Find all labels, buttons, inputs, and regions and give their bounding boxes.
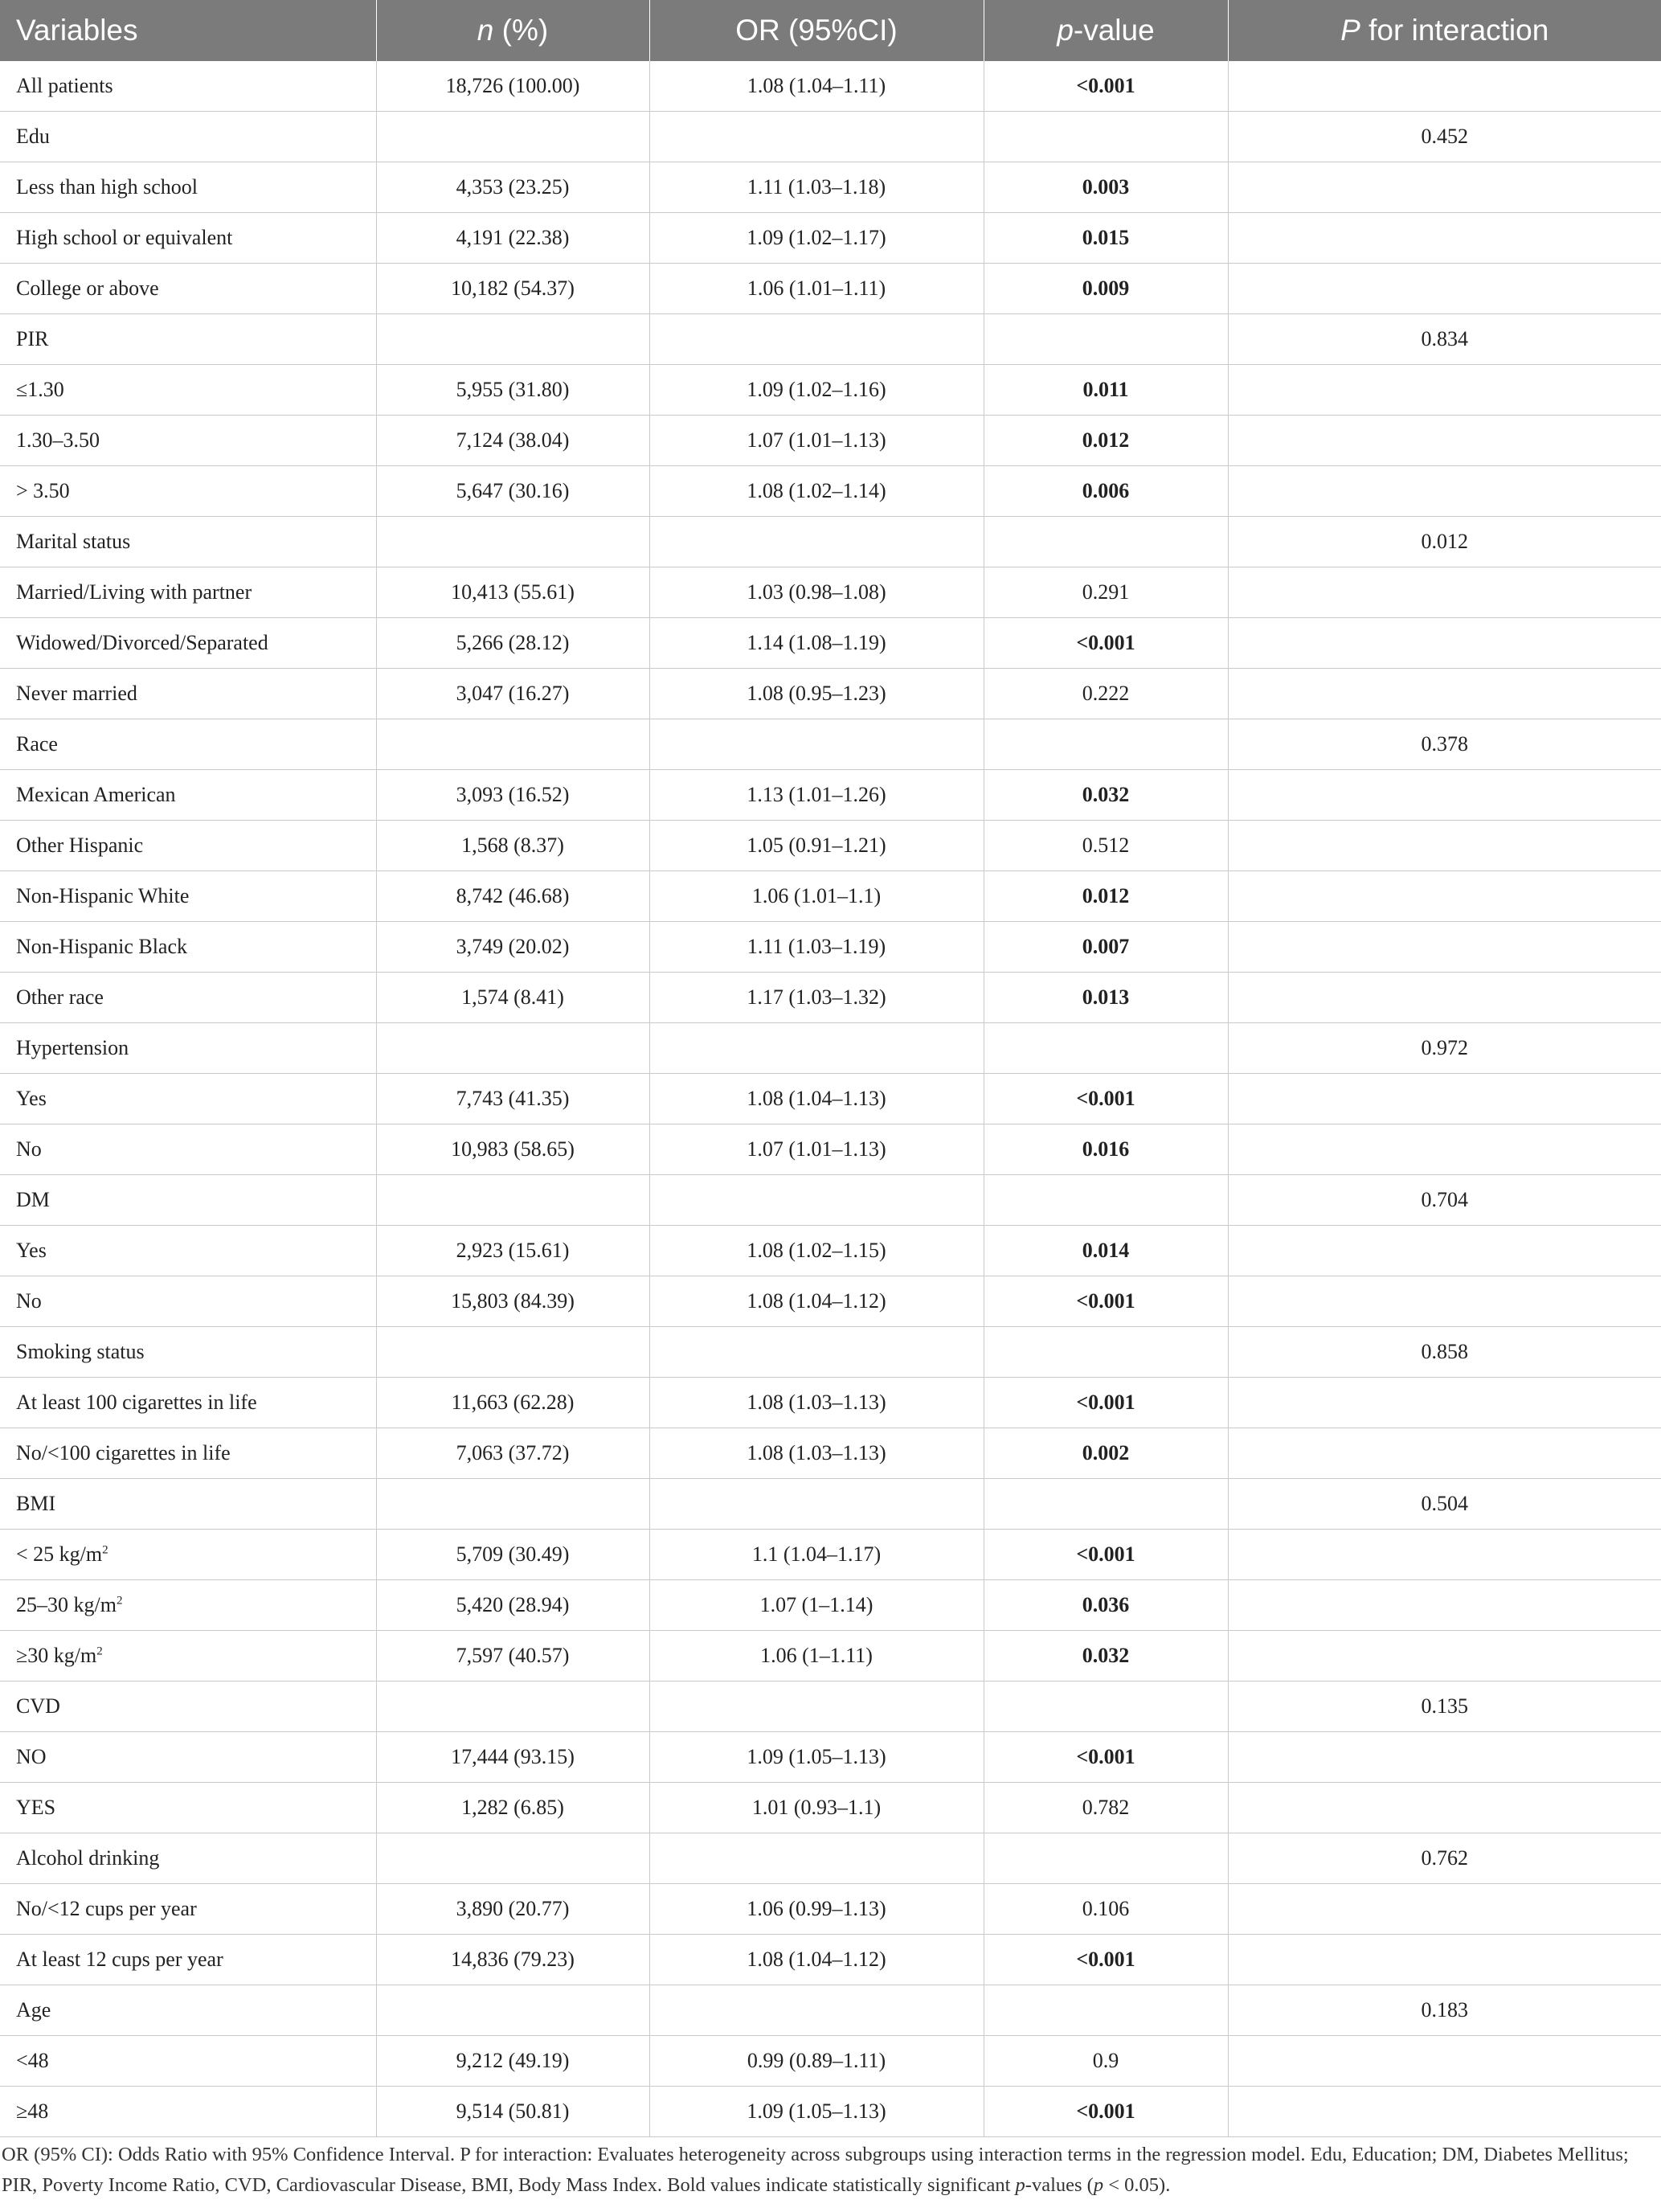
cell-variable: Less than high school bbox=[0, 162, 376, 213]
cell-n-percent: 17,444 (93.15) bbox=[376, 1732, 649, 1783]
cell-odds-ratio bbox=[649, 1985, 984, 2036]
cell-odds-ratio: 1.08 (1.04–1.12) bbox=[649, 1935, 984, 1985]
cell-p-value: 0.032 bbox=[984, 770, 1228, 821]
cell-variable: ≥48 bbox=[0, 2087, 376, 2137]
cell-p-value bbox=[984, 719, 1228, 770]
cell-variable: Alcohol drinking bbox=[0, 1833, 376, 1884]
cell-p-for-interaction: 0.504 bbox=[1228, 1479, 1661, 1530]
cell-p-for-interaction bbox=[1228, 1074, 1661, 1124]
cell-p-value: <0.001 bbox=[984, 1732, 1228, 1783]
table-row bbox=[0, 1530, 1661, 1580]
cell-n-percent: 5,647 (30.16) bbox=[376, 466, 649, 517]
cell-n-percent: 5,955 (31.80) bbox=[376, 365, 649, 416]
table-row bbox=[0, 517, 1661, 567]
cell-variable: High school or equivalent bbox=[0, 213, 376, 264]
cell-odds-ratio: 1.1 (1.04–1.17) bbox=[649, 1530, 984, 1580]
table-row bbox=[0, 1935, 1661, 1985]
cell-odds-ratio bbox=[649, 1682, 984, 1732]
cell-odds-ratio: 1.17 (1.03–1.32) bbox=[649, 973, 984, 1023]
cell-n-percent bbox=[376, 1023, 649, 1074]
cell-variable: Age bbox=[0, 1985, 376, 2036]
cell-variable: CVD bbox=[0, 1682, 376, 1732]
cell-n-percent: 10,413 (55.61) bbox=[376, 567, 649, 618]
cell-n-percent bbox=[376, 1327, 649, 1378]
table-row bbox=[0, 770, 1661, 821]
cell-n-percent bbox=[376, 1833, 649, 1884]
cell-odds-ratio bbox=[649, 1175, 984, 1226]
cell-odds-ratio: 1.09 (1.02–1.16) bbox=[649, 365, 984, 416]
header-n-percent: n (%) bbox=[376, 0, 649, 61]
cell-n-percent bbox=[376, 1985, 649, 2036]
cell-variable: Yes bbox=[0, 1074, 376, 1124]
cell-n-percent: 3,093 (16.52) bbox=[376, 770, 649, 821]
cell-p-value: 0.002 bbox=[984, 1428, 1228, 1479]
cell-variable: No bbox=[0, 1124, 376, 1175]
table-row bbox=[0, 1074, 1661, 1124]
cell-p-for-interaction bbox=[1228, 567, 1661, 618]
cell-p-value bbox=[984, 1327, 1228, 1378]
cell-p-value: 0.015 bbox=[984, 213, 1228, 264]
table-row bbox=[0, 314, 1661, 365]
table-row bbox=[0, 416, 1661, 466]
cell-p-for-interaction bbox=[1228, 162, 1661, 213]
cell-n-percent: 7,743 (41.35) bbox=[376, 1074, 649, 1124]
cell-p-for-interaction bbox=[1228, 365, 1661, 416]
cell-p-value: 0.012 bbox=[984, 871, 1228, 922]
cell-p-for-interaction bbox=[1228, 1378, 1661, 1428]
table-row bbox=[0, 1276, 1661, 1327]
cell-n-percent: 3,890 (20.77) bbox=[376, 1884, 649, 1935]
cell-n-percent: 3,749 (20.02) bbox=[376, 922, 649, 973]
cell-p-value: 0.007 bbox=[984, 922, 1228, 973]
cell-variable: Widowed/Divorced/Separated bbox=[0, 618, 376, 669]
cell-n-percent: 5,266 (28.12) bbox=[376, 618, 649, 669]
cell-p-value bbox=[984, 112, 1228, 162]
cell-odds-ratio: 1.09 (1.05–1.13) bbox=[649, 2087, 984, 2137]
table-row bbox=[0, 112, 1661, 162]
cell-n-percent: 7,597 (40.57) bbox=[376, 1631, 649, 1682]
cell-n-percent bbox=[376, 517, 649, 567]
table-row bbox=[0, 1783, 1661, 1833]
cell-p-for-interaction bbox=[1228, 1783, 1661, 1833]
cell-p-for-interaction bbox=[1228, 1226, 1661, 1276]
cell-p-value: 0.003 bbox=[984, 162, 1228, 213]
cell-variable: No/<100 cigarettes in life bbox=[0, 1428, 376, 1479]
cell-variable: Marital status bbox=[0, 517, 376, 567]
cell-p-for-interaction: 0.012 bbox=[1228, 517, 1661, 567]
cell-variable: ≥30 $kg/m^2$ bbox=[0, 1631, 376, 1682]
cell-variable: No/<12 cups per year bbox=[0, 1884, 376, 1935]
cell-p-value: 0.036 bbox=[984, 1580, 1228, 1631]
cell-p-value: 0.106 bbox=[984, 1884, 1228, 1935]
cell-n-percent: 4,191 (22.38) bbox=[376, 213, 649, 264]
cell-p-for-interaction bbox=[1228, 1884, 1661, 1935]
cell-p-for-interaction bbox=[1228, 1530, 1661, 1580]
cell-variable: > 3.50 bbox=[0, 466, 376, 517]
cell-p-value bbox=[984, 1682, 1228, 1732]
cell-n-percent: 8,742 (46.68) bbox=[376, 871, 649, 922]
table-row bbox=[0, 719, 1661, 770]
cell-p-value: <0.001 bbox=[984, 618, 1228, 669]
cell-variable: Married/Living with partner bbox=[0, 567, 376, 618]
cell-variable: College or above bbox=[0, 264, 376, 314]
cell-variable: Yes bbox=[0, 1226, 376, 1276]
cell-n-percent: 11,663 (62.28) bbox=[376, 1378, 649, 1428]
cell-n-percent: 10,182 (54.37) bbox=[376, 264, 649, 314]
cell-odds-ratio: 1.06 (1–1.11) bbox=[649, 1631, 984, 1682]
cell-n-percent bbox=[376, 719, 649, 770]
cell-p-value: 0.012 bbox=[984, 416, 1228, 466]
cell-variable: No bbox=[0, 1276, 376, 1327]
table-row bbox=[0, 264, 1661, 314]
cell-odds-ratio: 1.08 (1.02–1.15) bbox=[649, 1226, 984, 1276]
cell-variable: At least 100 cigarettes in life bbox=[0, 1378, 376, 1428]
table-row bbox=[0, 1985, 1661, 2036]
cell-odds-ratio: 1.06 (0.99–1.13) bbox=[649, 1884, 984, 1935]
cell-p-value: 0.014 bbox=[984, 1226, 1228, 1276]
cell-n-percent bbox=[376, 1479, 649, 1530]
cell-variable: <48 bbox=[0, 2036, 376, 2087]
cell-p-value: 0.016 bbox=[984, 1124, 1228, 1175]
cell-p-for-interaction: 0.378 bbox=[1228, 719, 1661, 770]
table-row bbox=[0, 669, 1661, 719]
cell-odds-ratio: 1.08 (1.02–1.14) bbox=[649, 466, 984, 517]
cell-odds-ratio: 1.09 (1.05–1.13) bbox=[649, 1732, 984, 1783]
cell-n-percent: 18,726 (100.00) bbox=[376, 61, 649, 112]
cell-odds-ratio: 1.08 (0.95–1.23) bbox=[649, 669, 984, 719]
header-odds-ratio: OR (95%CI) bbox=[649, 0, 984, 61]
cell-variable: DM bbox=[0, 1175, 376, 1226]
cell-odds-ratio: 1.05 (0.91–1.21) bbox=[649, 821, 984, 871]
table-row bbox=[0, 2087, 1661, 2137]
cell-p-value: 0.032 bbox=[984, 1631, 1228, 1682]
cell-variable: Edu bbox=[0, 112, 376, 162]
table-row bbox=[0, 2036, 1661, 2087]
table-footnote: OR (95% CI): Odds Ratio with 95% Confidence Interval. P for interaction: Evaluates heterogeneity across subgroups using interaction terms in the regression model. Edu, Education; DM, Diabetes Mellitus; PIR, Poverty Income Ratio, CVD, Cardiovascular Disease, BMI, Body Mass Index. Bold values indicate statistically significant p-values (p < 0.05). bbox=[2, 2144, 1629, 2196]
cell-n-percent: 9,514 (50.81) bbox=[376, 2087, 649, 2137]
cell-p-value bbox=[984, 1985, 1228, 2036]
cell-p-value: 0.222 bbox=[984, 669, 1228, 719]
cell-p-for-interaction: 0.704 bbox=[1228, 1175, 1661, 1226]
table-row bbox=[0, 1479, 1661, 1530]
table-row bbox=[0, 1428, 1661, 1479]
cell-p-for-interaction: 0.972 bbox=[1228, 1023, 1661, 1074]
cell-p-for-interaction bbox=[1228, 466, 1661, 517]
cell-odds-ratio bbox=[649, 1023, 984, 1074]
table-row bbox=[0, 973, 1661, 1023]
cell-n-percent: 14,836 (79.23) bbox=[376, 1935, 649, 1985]
cell-n-percent: 7,124 (38.04) bbox=[376, 416, 649, 466]
cell-n-percent: 1,568 (8.37) bbox=[376, 821, 649, 871]
cell-p-value bbox=[984, 1175, 1228, 1226]
cell-p-for-interaction bbox=[1228, 1124, 1661, 1175]
cell-p-for-interaction bbox=[1228, 264, 1661, 314]
table-row bbox=[0, 1631, 1661, 1682]
header-p-value: p-value bbox=[984, 0, 1228, 61]
cell-p-for-interaction bbox=[1228, 213, 1661, 264]
table-row bbox=[0, 365, 1661, 416]
cell-odds-ratio: 1.03 (0.98–1.08) bbox=[649, 567, 984, 618]
cell-odds-ratio: 1.09 (1.02–1.17) bbox=[649, 213, 984, 264]
cell-variable: All patients bbox=[0, 61, 376, 112]
cell-p-for-interaction: 0.834 bbox=[1228, 314, 1661, 365]
table-row bbox=[0, 618, 1661, 669]
table-row bbox=[0, 871, 1661, 922]
table-row bbox=[0, 213, 1661, 264]
cell-variable: PIR bbox=[0, 314, 376, 365]
table-row bbox=[0, 1884, 1661, 1935]
table-header-row bbox=[0, 0, 1661, 61]
cell-p-for-interaction bbox=[1228, 1935, 1661, 1985]
header-p-for-interaction: P for interaction bbox=[1228, 0, 1661, 61]
cell-variable: Never married bbox=[0, 669, 376, 719]
cell-odds-ratio bbox=[649, 1327, 984, 1378]
table-row bbox=[0, 1378, 1661, 1428]
cell-n-percent bbox=[376, 1175, 649, 1226]
table-row bbox=[0, 1732, 1661, 1783]
cell-p-for-interaction: 0.858 bbox=[1228, 1327, 1661, 1378]
cell-odds-ratio: 1.08 (1.04–1.12) bbox=[649, 1276, 984, 1327]
cell-odds-ratio: 1.08 (1.03–1.13) bbox=[649, 1428, 984, 1479]
table-row bbox=[0, 1124, 1661, 1175]
cell-p-value: 0.291 bbox=[984, 567, 1228, 618]
cell-variable: Non-Hispanic White bbox=[0, 871, 376, 922]
cell-odds-ratio: 1.11 (1.03–1.19) bbox=[649, 922, 984, 973]
cell-p-value: <0.001 bbox=[984, 1074, 1228, 1124]
cell-n-percent: 1,282 (6.85) bbox=[376, 1783, 649, 1833]
cell-odds-ratio bbox=[649, 517, 984, 567]
cell-odds-ratio: 1.06 (1.01–1.1) bbox=[649, 871, 984, 922]
cell-p-for-interaction bbox=[1228, 1580, 1661, 1631]
table-row bbox=[0, 1580, 1661, 1631]
cell-odds-ratio: 1.14 (1.08–1.19) bbox=[649, 618, 984, 669]
cell-p-value: 0.9 bbox=[984, 2036, 1228, 2087]
cell-odds-ratio: 0.99 (0.89–1.11) bbox=[649, 2036, 984, 2087]
cell-variable: BMI bbox=[0, 1479, 376, 1530]
cell-p-for-interaction bbox=[1228, 2036, 1661, 2087]
cell-n-percent: 9,212 (49.19) bbox=[376, 2036, 649, 2087]
table-row bbox=[0, 922, 1661, 973]
cell-p-for-interaction bbox=[1228, 871, 1661, 922]
table-row bbox=[0, 1327, 1661, 1378]
cell-odds-ratio: 1.07 (1.01–1.13) bbox=[649, 1124, 984, 1175]
cell-p-for-interaction bbox=[1228, 2087, 1661, 2137]
cell-p-value bbox=[984, 314, 1228, 365]
cell-n-percent: 15,803 (84.39) bbox=[376, 1276, 649, 1327]
cell-p-value: <0.001 bbox=[984, 1276, 1228, 1327]
cell-variable: Non-Hispanic Black bbox=[0, 922, 376, 973]
cell-p-value: 0.009 bbox=[984, 264, 1228, 314]
cell-p-value: <0.001 bbox=[984, 1530, 1228, 1580]
cell-n-percent: 1,574 (8.41) bbox=[376, 973, 649, 1023]
cell-variable: 1.30–3.50 bbox=[0, 416, 376, 466]
cell-odds-ratio bbox=[649, 1479, 984, 1530]
table-row bbox=[0, 567, 1661, 618]
cell-variable: NO bbox=[0, 1732, 376, 1783]
cell-variable: Other Hispanic bbox=[0, 821, 376, 871]
header-variables: Variables bbox=[0, 0, 376, 61]
cell-p-for-interaction bbox=[1228, 1732, 1661, 1783]
cell-odds-ratio: 1.07 (1.01–1.13) bbox=[649, 416, 984, 466]
cell-p-value: 0.782 bbox=[984, 1783, 1228, 1833]
cell-p-for-interaction bbox=[1228, 821, 1661, 871]
cell-odds-ratio: 1.08 (1.04–1.13) bbox=[649, 1074, 984, 1124]
cell-p-value: 0.006 bbox=[984, 466, 1228, 517]
cell-p-value bbox=[984, 517, 1228, 567]
cell-n-percent: 3,047 (16.27) bbox=[376, 669, 649, 719]
cell-p-for-interaction bbox=[1228, 416, 1661, 466]
cell-n-percent bbox=[376, 1682, 649, 1732]
cell-p-value bbox=[984, 1479, 1228, 1530]
cell-p-for-interaction: 0.762 bbox=[1228, 1833, 1661, 1884]
cell-n-percent: 10,983 (58.65) bbox=[376, 1124, 649, 1175]
cell-p-value: 0.013 bbox=[984, 973, 1228, 1023]
cell-odds-ratio bbox=[649, 1833, 984, 1884]
cell-p-value: <0.001 bbox=[984, 61, 1228, 112]
cell-p-for-interaction bbox=[1228, 1631, 1661, 1682]
cell-variable: 25–30 $kg/m^2$ bbox=[0, 1580, 376, 1631]
cell-n-percent bbox=[376, 314, 649, 365]
cell-variable: Mexican American bbox=[0, 770, 376, 821]
cell-odds-ratio: 1.11 (1.03–1.18) bbox=[649, 162, 984, 213]
cell-p-for-interaction bbox=[1228, 770, 1661, 821]
cell-variable: < 25 $kg/m^2$ bbox=[0, 1530, 376, 1580]
cell-p-for-interaction bbox=[1228, 973, 1661, 1023]
cell-p-for-interaction bbox=[1228, 1428, 1661, 1479]
cell-odds-ratio: 1.08 (1.04–1.11) bbox=[649, 61, 984, 112]
table-row bbox=[0, 1175, 1661, 1226]
cell-odds-ratio: 1.01 (0.93–1.1) bbox=[649, 1783, 984, 1833]
cell-odds-ratio: 1.07 (1–1.14) bbox=[649, 1580, 984, 1631]
cell-p-value bbox=[984, 1023, 1228, 1074]
cell-p-value: 0.512 bbox=[984, 821, 1228, 871]
cell-p-value: <0.001 bbox=[984, 1378, 1228, 1428]
cell-n-percent: 5,420 (28.94) bbox=[376, 1580, 649, 1631]
cell-p-for-interaction: 0.452 bbox=[1228, 112, 1661, 162]
cell-p-value: 0.011 bbox=[984, 365, 1228, 416]
cell-variable: Smoking status bbox=[0, 1327, 376, 1378]
cell-n-percent: 2,923 (15.61) bbox=[376, 1226, 649, 1276]
cell-p-for-interaction bbox=[1228, 922, 1661, 973]
cell-p-for-interaction bbox=[1228, 61, 1661, 112]
cell-n-percent: 4,353 (23.25) bbox=[376, 162, 649, 213]
cell-odds-ratio bbox=[649, 314, 984, 365]
cell-odds-ratio: 1.13 (1.01–1.26) bbox=[649, 770, 984, 821]
table-row bbox=[0, 61, 1661, 112]
cell-p-for-interaction bbox=[1228, 618, 1661, 669]
cell-odds-ratio bbox=[649, 719, 984, 770]
cell-n-percent: 5,709 (30.49) bbox=[376, 1530, 649, 1580]
cell-odds-ratio: 1.06 (1.01–1.11) bbox=[649, 264, 984, 314]
cell-variable: At least 12 cups per year bbox=[0, 1935, 376, 1985]
cell-variable: Hypertension bbox=[0, 1023, 376, 1074]
cell-p-value: <0.001 bbox=[984, 2087, 1228, 2137]
cell-n-percent bbox=[376, 112, 649, 162]
table-row bbox=[0, 1023, 1661, 1074]
cell-odds-ratio: 1.08 (1.03–1.13) bbox=[649, 1378, 984, 1428]
cell-variable: Other race bbox=[0, 973, 376, 1023]
cell-p-for-interaction bbox=[1228, 669, 1661, 719]
cell-variable: ≤1.30 bbox=[0, 365, 376, 416]
table-row bbox=[0, 1226, 1661, 1276]
table-row bbox=[0, 1682, 1661, 1732]
cell-p-for-interaction: 0.183 bbox=[1228, 1985, 1661, 2036]
cell-p-for-interaction: 0.135 bbox=[1228, 1682, 1661, 1732]
cell-p-for-interaction bbox=[1228, 1276, 1661, 1327]
cell-odds-ratio bbox=[649, 112, 984, 162]
table-row bbox=[0, 1833, 1661, 1884]
table-row bbox=[0, 466, 1661, 517]
cell-variable: YES bbox=[0, 1783, 376, 1833]
cell-p-value: <0.001 bbox=[984, 1935, 1228, 1985]
table-row bbox=[0, 162, 1661, 213]
cell-p-value bbox=[984, 1833, 1228, 1884]
table-row bbox=[0, 821, 1661, 871]
cell-variable: Race bbox=[0, 719, 376, 770]
cell-n-percent: 7,063 (37.72) bbox=[376, 1428, 649, 1479]
table-body bbox=[0, 61, 1661, 2137]
